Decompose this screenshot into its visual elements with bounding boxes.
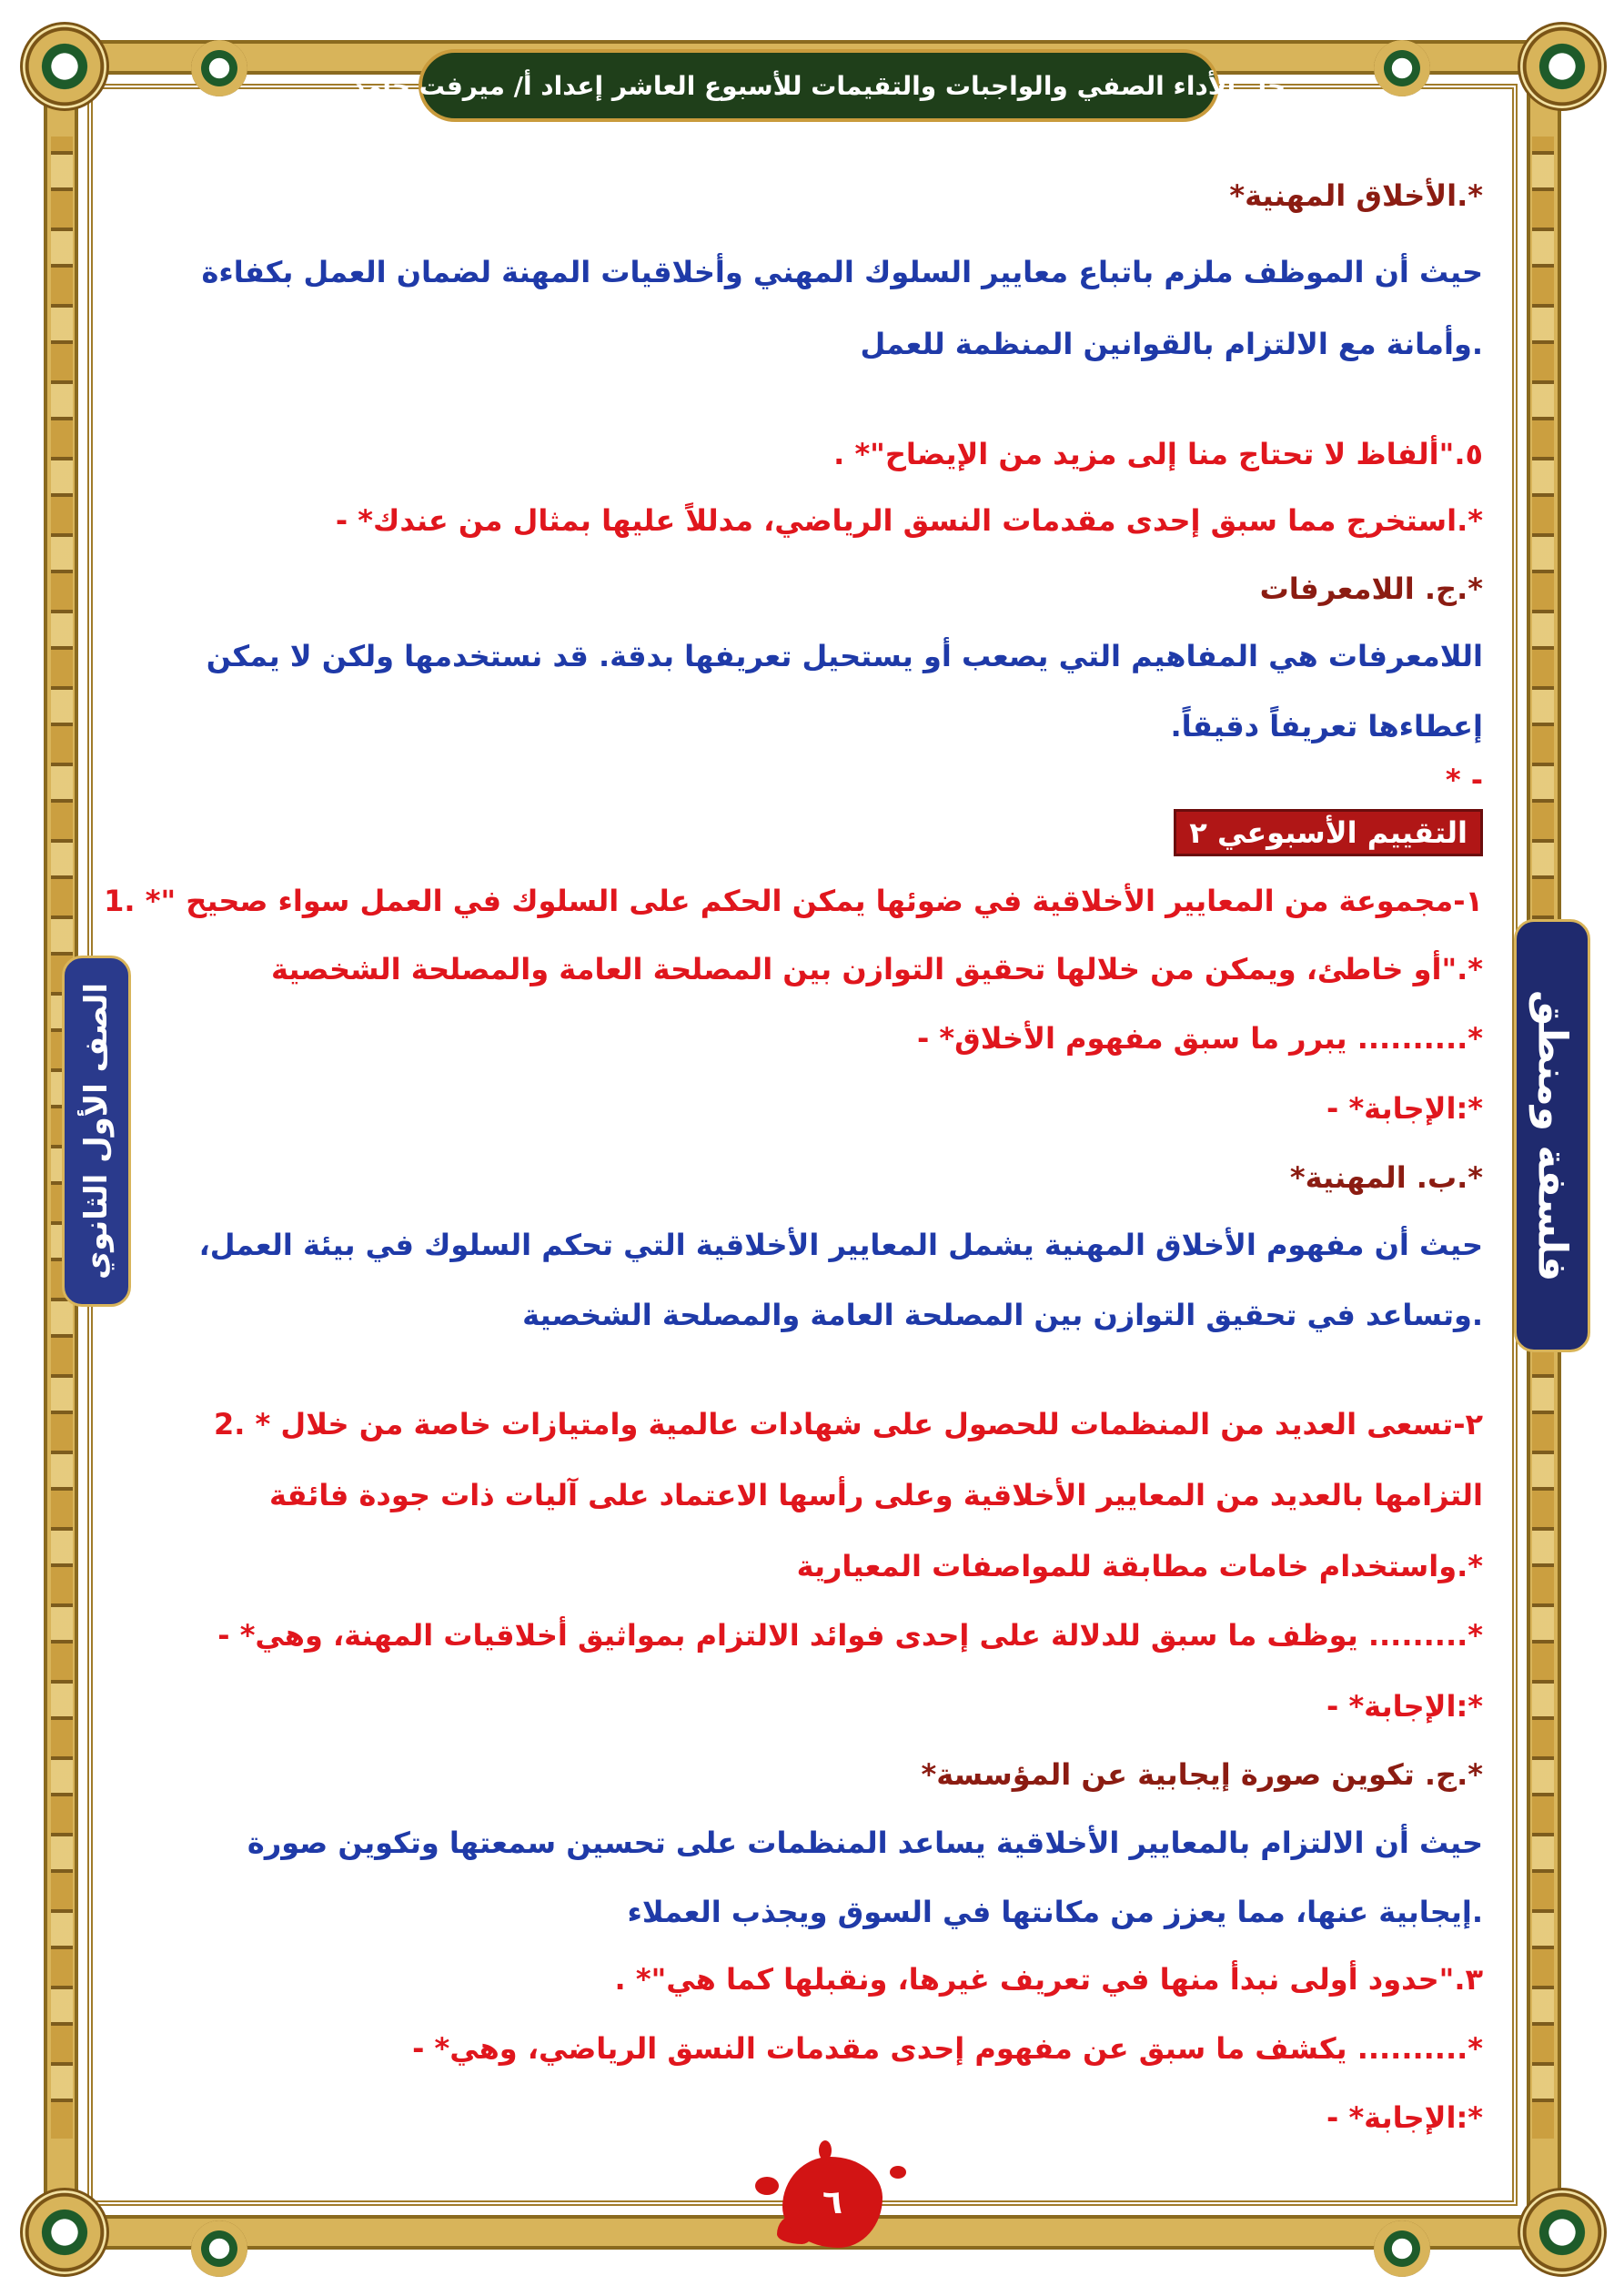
page-number: ٦ [822, 2183, 842, 2221]
page-number-blot [782, 2157, 883, 2248]
inner-border [87, 84, 1518, 2206]
corner-ornament-bottom-left [20, 2188, 109, 2277]
ring-ornament [191, 40, 247, 96]
text-line: *.ج. اللامعرفات [1259, 571, 1483, 606]
text-line: ١-مجموعة من المعايير الأخلاقية في ضوئها يمكن الحكم على السلوك في العمل سواء صحيح "* .1 [104, 884, 1483, 918]
ink-splatter [755, 2177, 779, 2195]
text-line: ٣."حدود أولى نبدأ منها في تعريف غيرها، ونقبلها كما هي"* . [614, 1962, 1483, 1997]
text-line: .إيجابية عنها، مما يعزز من مكانتها في السوق ويجذب العملاء [627, 1895, 1483, 1929]
subject-tab [1514, 919, 1590, 1352]
text-line: حيث أن الموظف ملزم باتباع معايير السلوك المهني وأخلاقيات المهنة لضمان العمل بكفاءة [201, 255, 1483, 289]
text-line: *:الإجابة* - [1326, 2100, 1483, 2135]
text-line: *.ج. تكوين صورة إيجابية عن المؤسسة* [921, 1757, 1483, 1792]
ring-ornament [1374, 2220, 1430, 2277]
text-line: *.استخرج مما سبق إحدى مقدمات النسق الرياضي، مدللاً عليها بمثال من عندك* - [335, 503, 1483, 538]
subject-label: فلسفة ومنطق [1528, 989, 1576, 1282]
header-banner [351, 49, 1286, 122]
text-line: إعطاءها تعريفاً دقيقاً. [1170, 709, 1483, 743]
text-line: *.واستخدام خامات مطابقة للمواصفات المعيارية [796, 1549, 1483, 1583]
text-line: *......... يوظف ما سبق للدلالة على إحدى فوائد الالتزام بمواثيق أخلاقيات المهنة، وهي* - [217, 1618, 1483, 1653]
text-line: *:الإجابة* - [1326, 1689, 1483, 1724]
text-line: - * [1445, 763, 1483, 797]
text-line: التزامها بالعديد من المعايير الأخلاقية وعلى رأسها الاعتماد على آليات ذات جودة فائقة [268, 1478, 1483, 1512]
corner-ornament-top-left [20, 22, 109, 111]
ring-ornament [1374, 40, 1430, 96]
ink-splatter [890, 2166, 906, 2179]
grade-tab [62, 956, 131, 1307]
corner-ornament-bottom-right [1518, 2188, 1607, 2277]
text-line: *.......... يبرر ما سبق مفهوم الأخلاق* - [916, 1021, 1483, 1056]
text-line: حيث أن الالتزام بالمعايير الأخلاقية يساعد المنظمات على تحسين سمعتها وتكوين صورة [247, 1826, 1483, 1860]
text-line: ٥."ألفاظ لا تحتاج منا إلى مزيد من الإيضاح"* . [833, 437, 1483, 471]
page-title: حل الأداء الصفي والواجبات والتقيمات للأسبوع العاشر إعداد أ/ ميرفت حامد [351, 70, 1286, 101]
text-line: اللامعرفات هي المفاهيم التي يصعب أو يستحيل تعريفها بدقة. قد نستخدمها ولكن لا يمكن [206, 639, 1483, 673]
text-line: *."أو خاطئ، ويمكن من خلالها تحقيق التوازن بين المصلحة العامة والمصلحة الشخصية [270, 952, 1483, 986]
text-line: *.ب. المهنية* [1289, 1160, 1483, 1195]
text-line: *.......... يكشف ما سبق عن مفهوم إحدى مقدمات النسق الرياضي، وهي* - [412, 2031, 1483, 2066]
text-line: *:الإجابة* - [1326, 1091, 1483, 1126]
text-line: .وتساعد في تحقيق التوازن بين المصلحة العامة والمصلحة الشخصية [522, 1298, 1483, 1332]
ring-ornament [191, 2220, 247, 2277]
text-line: .وأمانة مع الالتزام بالقوانين المنظمة للعمل [860, 327, 1483, 361]
text-line: ٢-تسعى العديد من المنظمات للحصول على شهادات عالمية وامتيازات خاصة من خلال * .2 [213, 1407, 1483, 1441]
text-line: *.الأخلاق المهنية* [1229, 178, 1483, 213]
weekly-assessment-badge: التقييم الأسبوعي ٢ [1174, 809, 1483, 856]
text-line: حيث أن مفهوم الأخلاق المهنية يشمل المعايير الأخلاقية التي تحكم السلوك في بيئة العمل، [198, 1228, 1483, 1262]
section-badge [1174, 814, 1483, 851]
grade-label: الصف الأول الثانوي [78, 982, 115, 1279]
corner-ornament-top-right [1518, 22, 1607, 111]
